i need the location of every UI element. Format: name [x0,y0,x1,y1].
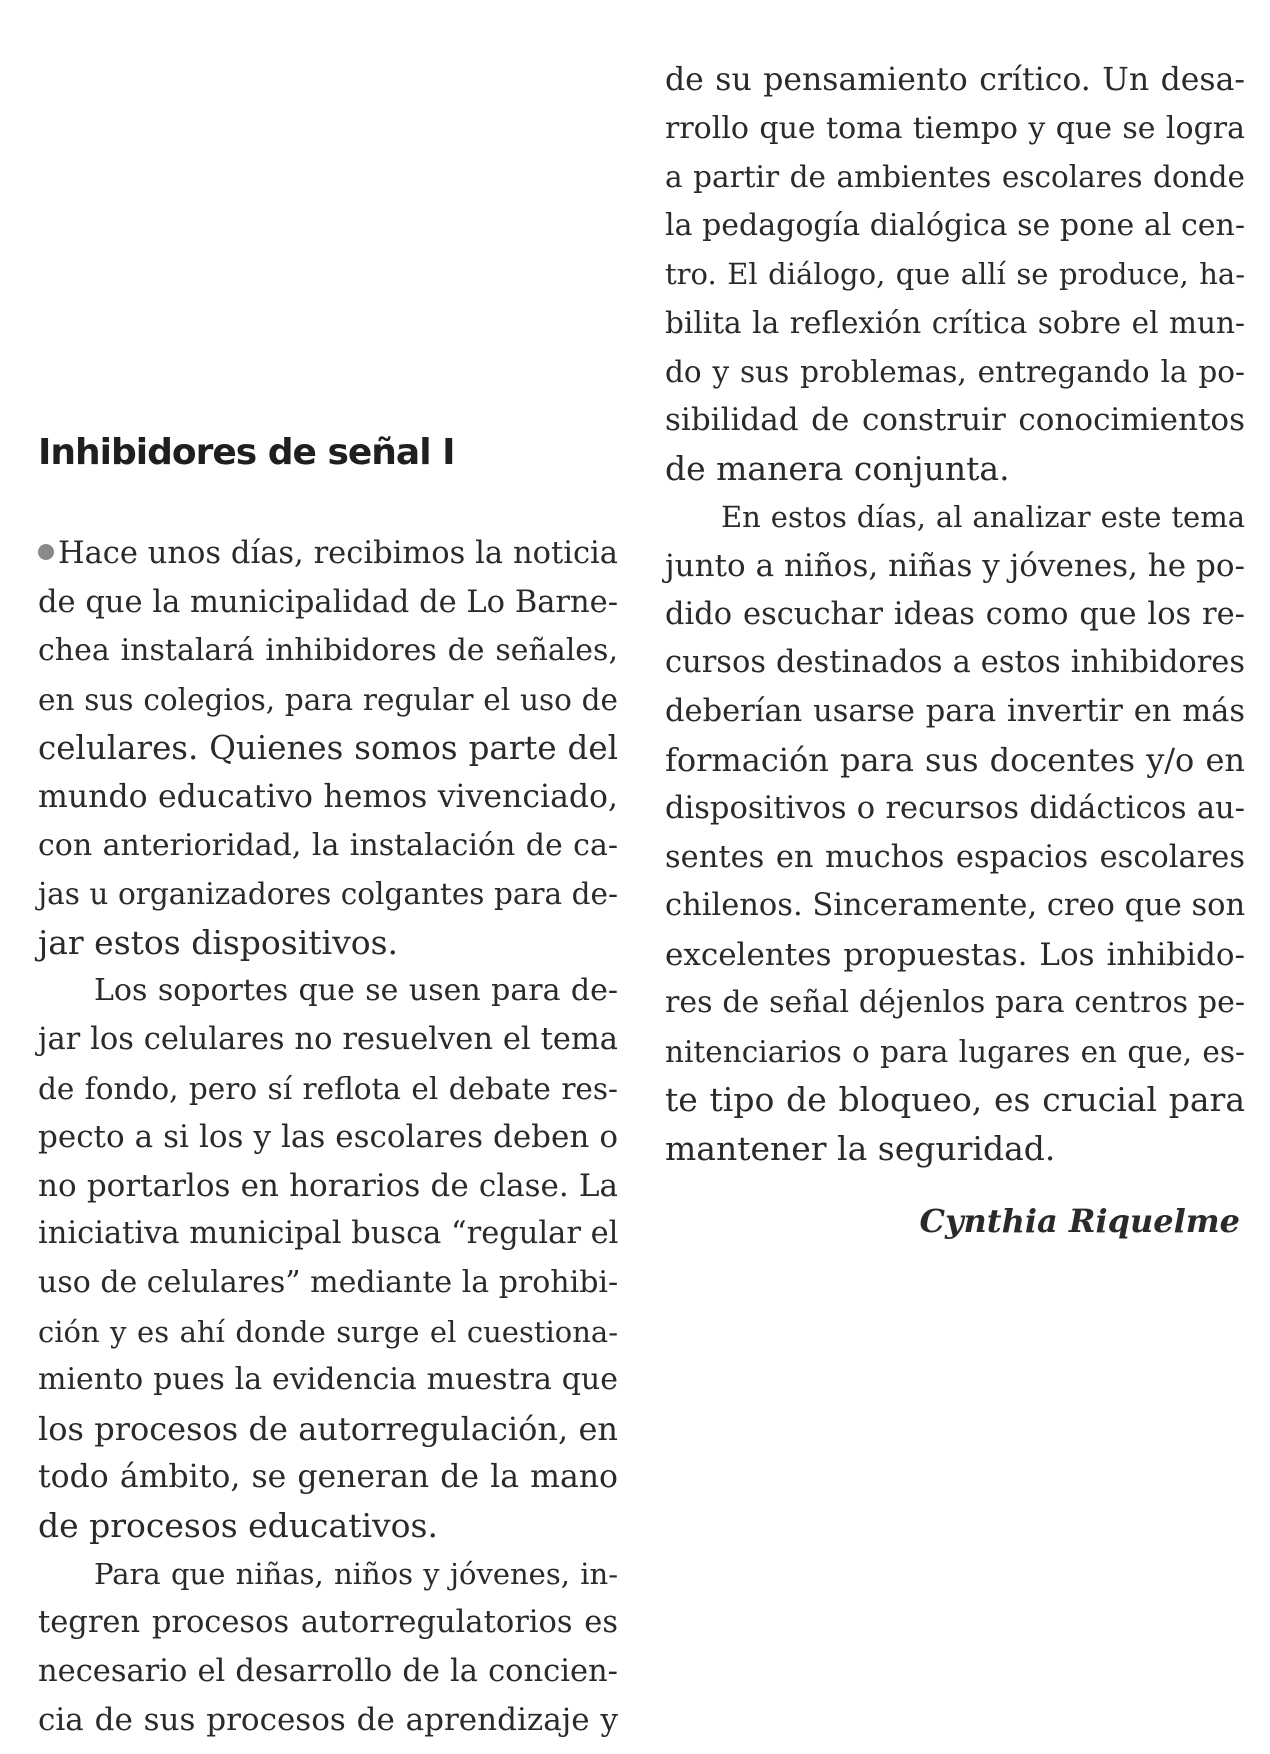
text-line [38,1162,618,1211]
text-line [38,1308,618,1357]
text-line-content: de procesos educativos. [38,1505,438,1545]
text-line-content: uso de celulares” mediante la prohibi- [38,1264,619,1300]
text-line-content: tegren procesos autorregulatorios es [38,1605,618,1641]
text-line [38,1356,618,1405]
text-line-content: ción y es ahí donde surge el cuestiona- [38,1314,618,1349]
text-line-content: te tipo de bloqueo, es crucial para [665,1080,1245,1120]
text-line [38,1453,618,1502]
text-line [38,530,618,579]
text-line [665,639,1245,688]
text-line [665,299,1245,348]
text-line [665,591,1245,640]
text-line-content: chea instalará inhibidores de señales, [38,633,618,669]
text-line [665,931,1245,980]
text-line-content: chilenos. Sinceramente, creo que son [665,888,1246,924]
article-byline: Cynthia Riquelme [919,1202,1240,1240]
text-line-content: Los soportes que se usen para de- [94,973,618,1009]
text-line [38,627,618,676]
text-line [665,445,1245,494]
text-line [38,1016,618,1065]
text-line-content: mantener la seguridad. [665,1129,1056,1169]
text-line-content: En estos días, al analizar este tema [721,500,1245,535]
text-line-content: en sus colegios, para regular el uso de [38,682,618,717]
text-line-content: excelentes propuestas. Los inhibido- [665,936,1245,973]
text-line-content: tro. El diálogo, que allí se produce, ha- [665,257,1245,292]
text-line [665,542,1245,591]
text-line [38,773,618,822]
text-line-content: bilita la reflexión crítica sobre el mun- [665,305,1245,340]
text-line [38,1259,618,1308]
text-line-content: no portarlos en horarios de clase. La [38,1167,618,1204]
text-line [665,250,1245,299]
text-line [665,348,1245,397]
text-line [665,785,1245,834]
text-line [665,1028,1245,1077]
text-line-content: de fondo, pero sí reflota el debate res- [38,1071,618,1106]
text-line-content: jas u organizadores colgantes para de- [38,877,618,912]
text-line-content: de manera conjunta. [665,448,1010,488]
text-line [665,202,1245,251]
text-line-content: nitenciarios o para lugares en que, es- [665,1034,1245,1069]
text-line-content: do y sus problemas, entregando la po- [665,354,1245,389]
article-column-left [38,530,618,1745]
text-line [38,1210,618,1259]
text-line [665,688,1245,737]
text-line-content: cia de sus procesos de aprendizaje y [38,1702,618,1739]
text-line [38,1696,618,1745]
text-line-content: res de señal déjenlos para centros pe- [665,985,1245,1021]
text-line [665,105,1245,154]
text-line-content: todo ámbito, se generan de la mano [38,1459,618,1496]
text-line [665,396,1245,445]
bullet-dot-icon [38,544,54,560]
text-line-content: iniciativa municipal busca “regular el [38,1216,619,1252]
text-line-content: Para que niñas, niños y jóvenes, in- [94,1557,618,1592]
text-line [665,493,1245,542]
text-line-content: dido escuchar ideas como que los re- [665,596,1245,632]
text-line [38,579,618,628]
text-line-content: pecto a si los y las escolares deben o [38,1119,618,1156]
text-line-content: los procesos de autorregulación, en [38,1409,618,1448]
text-line [38,870,618,919]
text-line-content: cursos destinados a estos inhibidores [665,645,1245,681]
text-line [38,1502,618,1551]
text-line [665,153,1245,202]
text-line-content: con anterioridad, la instalación de ca- [38,827,618,863]
text-line-content: la pedagogía dialógica se pone al cen- [665,207,1245,243]
text-line [665,1076,1245,1125]
text-line [38,1599,618,1648]
text-line [38,1648,618,1697]
text-line [665,1125,1245,1174]
text-line-content: de su pensamiento crítico. Un desa- [665,62,1245,98]
text-line-content: formación para sus docentes y/o en [665,741,1245,780]
text-line-content: de que la municipalidad de Lo Barne- [38,584,618,620]
text-line-content: jar estos dispositivos. [38,922,399,962]
text-line [665,736,1245,785]
text-line-content: deberían usarse para invertir en más [665,693,1245,729]
text-line-content: sibilidad de construir conocimientos [665,402,1245,439]
text-line [665,979,1245,1028]
text-line-content: miento pues la evidencia muestra que [38,1362,618,1398]
text-line-content: celulares. Quienes somos parte del [38,729,618,768]
text-line [38,967,618,1016]
text-line [38,1113,618,1162]
text-line-content: junto a niños, niñas y jóvenes, he po- [665,547,1245,584]
text-line [665,834,1245,883]
text-line-content: Hace unos días, recibimos la noticia [58,536,618,571]
text-line [38,724,618,773]
text-line [665,56,1245,105]
text-line [38,1550,618,1599]
article-headline: Inhibidores de señal I [38,432,455,473]
text-line-content: jar los celulares no resuelven el tema [38,1021,618,1057]
text-line-content: mundo educativo hemos vivenciado, [38,778,618,815]
text-line [665,882,1245,931]
text-line-content: dispositivos o recursos didácticos au- [665,790,1245,826]
text-line [38,919,618,968]
article-column-right [665,56,1245,1174]
text-line-content: rrollo que toma tiempo y que se logra [665,110,1245,146]
text-line-content: a partir de ambientes escolares donde [665,160,1245,195]
text-line [38,1405,618,1454]
text-line [38,822,618,871]
text-line-content: sentes en muchos espacios escolares [665,839,1245,875]
text-line-content: necesario el desarrollo de la concien- [38,1653,618,1689]
text-line [38,676,618,725]
text-line [38,1065,618,1114]
